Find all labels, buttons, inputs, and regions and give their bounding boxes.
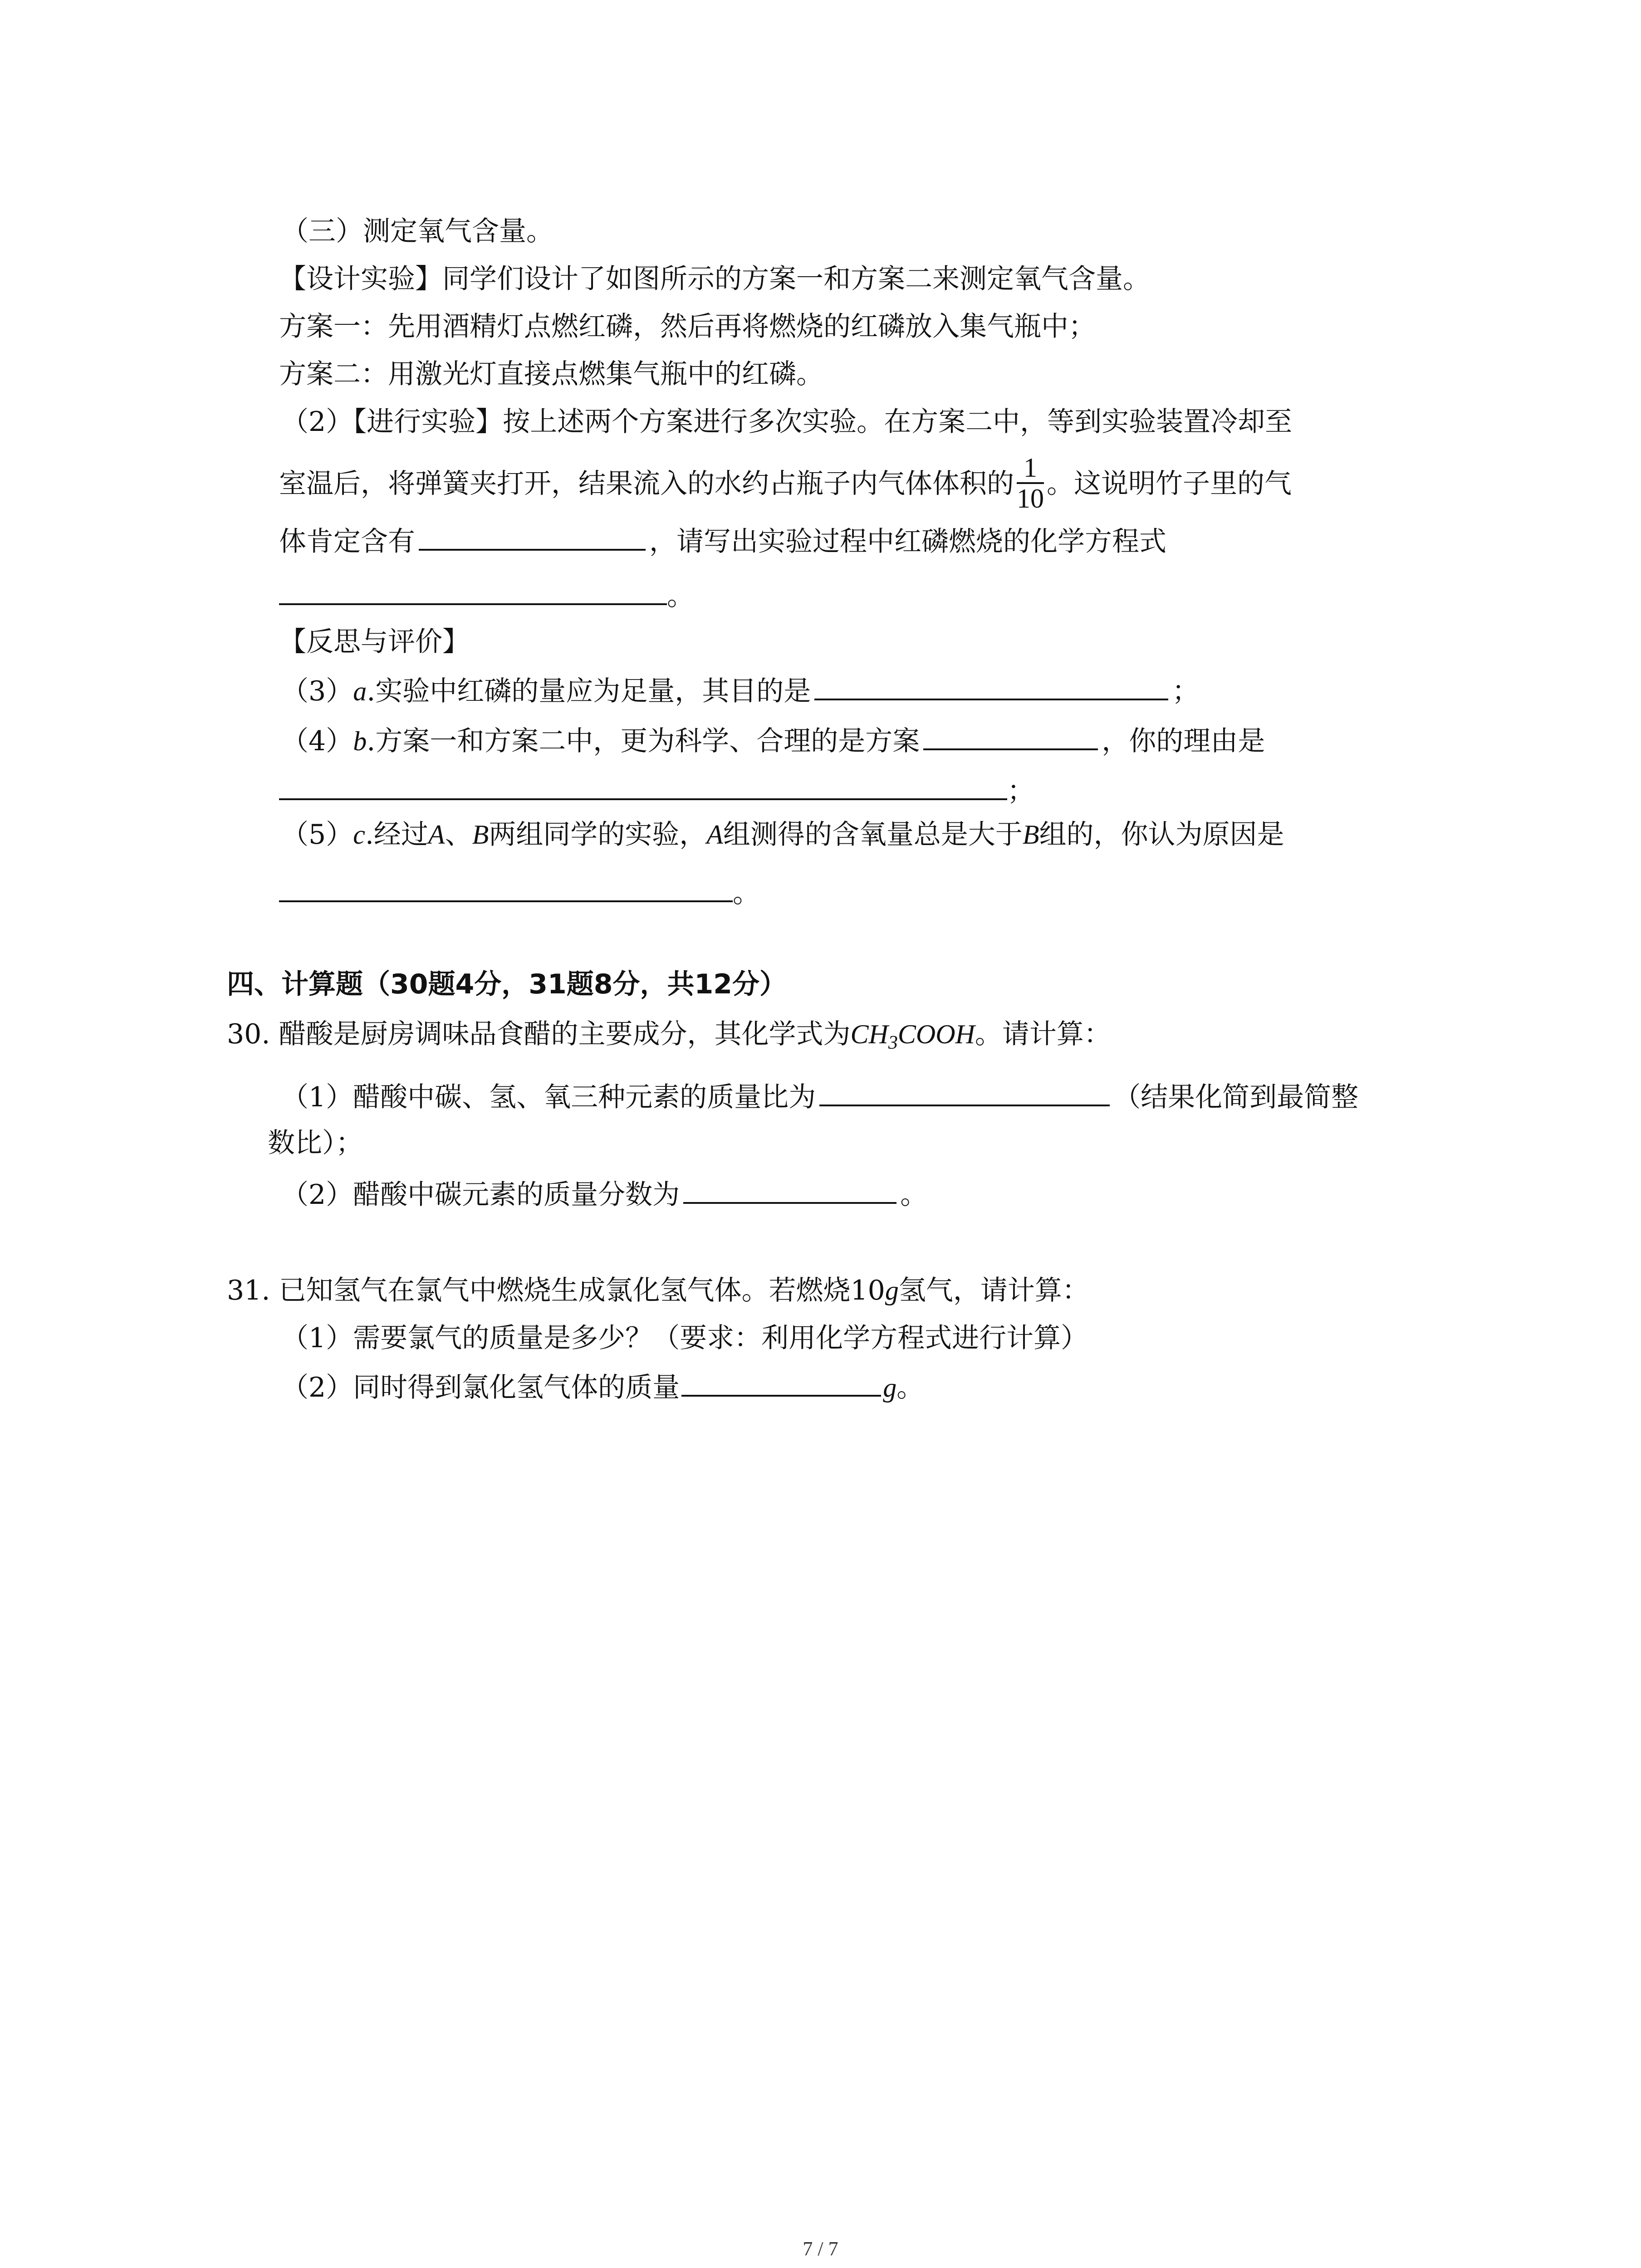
question-30-1 — [281, 1077, 1358, 1115]
period: 。 — [896, 1372, 924, 1403]
question-3-var: a — [353, 676, 367, 706]
question-30-text: 30. 醋酸是厨房调味品食醋的主要成分，其化学式为 — [227, 1018, 851, 1050]
question-5-text-4: 组的，你认为原因是 — [1039, 819, 1284, 850]
plan-two: 方案二：用激光灯直接点燃集气瓶中的红磷。 — [279, 358, 823, 390]
answer-blank-cause[interactable] — [279, 873, 733, 902]
separator: 、 — [445, 819, 472, 850]
design-label: 【设计实验】 — [279, 263, 442, 295]
answer-blank-hcl-mass[interactable] — [681, 1368, 881, 1397]
question-2-prompt-end: ，请写出实验过程中红磷燃烧的化学方程式 — [649, 526, 1166, 557]
unit-gram: g — [883, 1373, 897, 1403]
question-2-line-3 — [279, 522, 1166, 560]
question-5-text-3: 组测得的含氧量总是大于 — [723, 819, 1023, 850]
plan-one: 方案一：先用酒精灯点燃红磷，然后再将燃烧的红磷放入集气瓶中； — [279, 311, 1096, 342]
question-4-line-2 — [279, 771, 1034, 809]
question-30-2 — [281, 1175, 927, 1213]
fraction-denominator: 10 — [1017, 484, 1044, 513]
question-3-number: （3） — [281, 675, 353, 707]
reflect-label: 【反思与评价】 — [279, 626, 470, 658]
answer-blank-equation[interactable] — [279, 576, 667, 605]
question-30-1-note: （结果化简到最简整 — [1113, 1081, 1359, 1113]
fraction-numerator: 1 — [1017, 453, 1044, 484]
question-30-1-text: （1）醋酸中碳、氢、氧三种元素的质量比为 — [281, 1081, 816, 1113]
question-4-text: .方案一和方案二中，更为科学、合理的是方案 — [367, 725, 920, 757]
group-a: A — [428, 820, 445, 850]
group-a: A — [706, 820, 723, 850]
question-2-text: 室温后，将弹簧夹打开，结果流入的水约占瓶子内气体体积的 — [279, 468, 1014, 500]
question-5-text: .经过 — [365, 819, 428, 850]
period: 。 — [900, 1179, 928, 1211]
answer-blank-reason[interactable] — [279, 771, 1007, 800]
question-2-line-4 — [279, 576, 694, 614]
question-31-text-end: 氢气，请计算： — [898, 1275, 1089, 1306]
question-5-text-2: 两组同学的实验， — [489, 819, 707, 850]
question-2-text-end: 。这说明竹子里的气 — [1047, 468, 1292, 500]
answer-blank-gas[interactable] — [419, 522, 646, 551]
answer-blank-mass-fraction[interactable] — [683, 1175, 896, 1204]
question-30-2-text: （2）醋酸中碳元素的质量分数为 — [281, 1179, 680, 1211]
semicolon: ； — [1007, 775, 1034, 807]
answer-blank-purpose[interactable] — [814, 671, 1168, 700]
group-b: B — [472, 820, 489, 850]
design-paragraph — [279, 261, 1150, 297]
question-5-number: （5） — [281, 819, 353, 850]
fraction — [1017, 453, 1044, 513]
question-4-number: （4） — [281, 725, 353, 757]
question-30-text-end: 。请计算： — [975, 1018, 1111, 1050]
question-31-text: 31. 已知氢气在氯气中燃烧生成氯化氢气体。若燃烧 — [227, 1275, 851, 1306]
question-2-line-2 — [279, 453, 1292, 516]
question-3 — [281, 671, 1199, 709]
question-31-1: （1）需要氯气的质量是多少？（要求：利用化学方程式进行计算） — [281, 1322, 1088, 1354]
answer-blank-plan[interactable] — [923, 721, 1098, 750]
section-title: （三）测定氧气含量。 — [281, 215, 554, 247]
question-31 — [227, 1272, 1089, 1309]
period: 。 — [733, 877, 760, 909]
answer-blank-mass-ratio[interactable] — [819, 1077, 1110, 1106]
question-30 — [227, 1016, 1111, 1061]
section-4-title: 四、计算题（30题4分，31题8分，共12分） — [227, 968, 787, 1000]
question-3-text: .实验中红磷的量应为足量，其目的是 — [367, 675, 811, 707]
chemical-formula: $CH_3COOH$ — [850, 1019, 975, 1053]
design-text: 同学们设计了如图所示的方案一和方案二来测定氧气含量。 — [442, 263, 1150, 295]
group-b: B — [1022, 820, 1039, 850]
question-4-var: b — [353, 726, 367, 756]
question-5-var: c — [353, 820, 365, 850]
question-4-reason-prompt: ，你的理由是 — [1102, 725, 1265, 757]
question-31-2 — [281, 1368, 924, 1406]
question-31-2-text: （2）同时得到氯化氢气体的质量 — [281, 1372, 680, 1403]
semicolon: ； — [1172, 675, 1200, 707]
question-2-line-1: （2）【进行实验】按上述两个方案进行多次实验。在方案二中，等到实验装置冷却至 — [281, 406, 1293, 438]
question-4 — [281, 721, 1265, 759]
question-5-line-2 — [279, 873, 760, 911]
page-number: 7 / 7 — [803, 2238, 838, 2260]
question-30-1-line-2: 数比）； — [268, 1127, 363, 1159]
hydrogen-mass: 10 — [850, 1275, 885, 1306]
period: 。 — [667, 580, 694, 612]
question-2-prompt: 体肯定含有 — [279, 526, 415, 557]
question-5 — [281, 816, 1284, 853]
unit-gram: g — [885, 1276, 899, 1305]
